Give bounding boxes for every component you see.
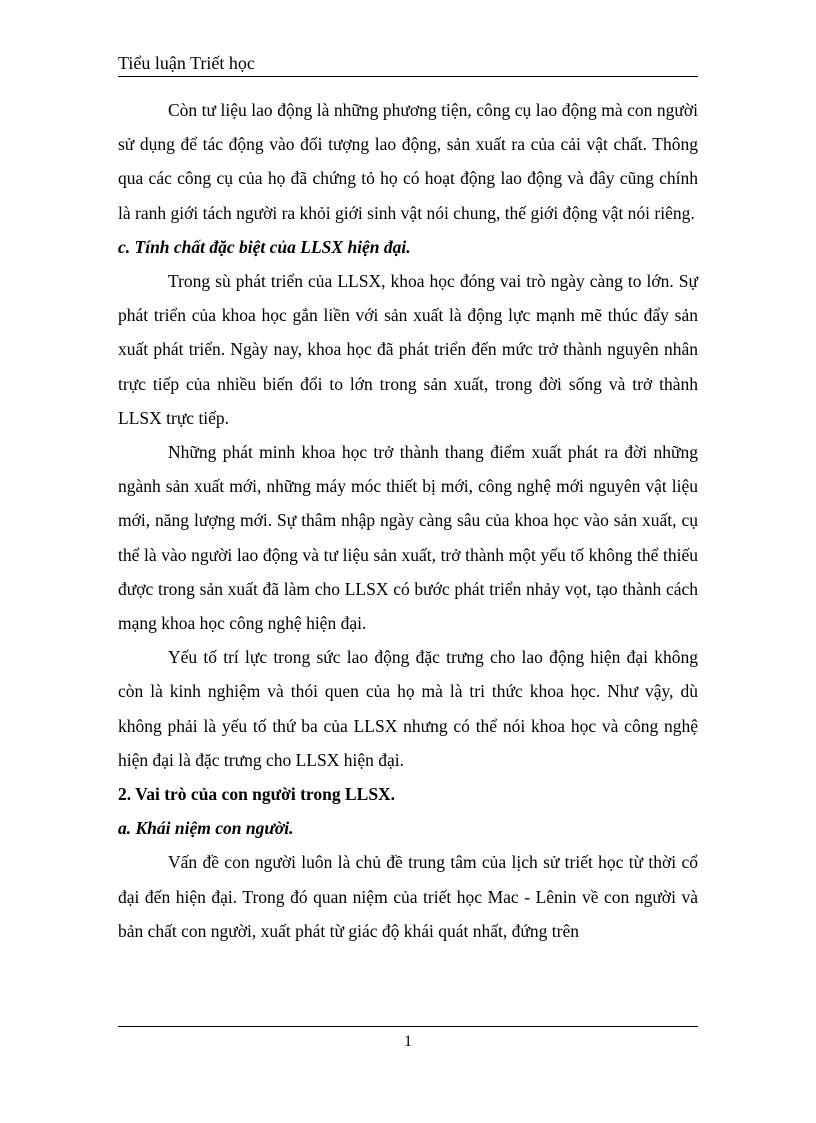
page-number: 1 (404, 1033, 412, 1050)
heading-role-of-humans: 2. Vai trò của con người trong LLSX. (118, 784, 396, 805)
heading-modern-productive-forces: c. Tính chất đặc biệt của LLSX hiện đại. (118, 236, 411, 257)
header-divider (118, 76, 698, 77)
document-body (118, 93, 698, 948)
footer-divider (118, 1026, 698, 1027)
heading-concept-of-human: a. Khái niệm con người. (118, 818, 294, 839)
paragraph-scientific-inventions: Những phát minh khoa học trở thành thang điểm xuất phát ra đời những ngành sản xuất mới, những máy móc thiết bị mới, công nghệ mới nguyên vật liệu mới, năng lượng mới. Sự thâm nhập ngày càng sâu của khoa học vào sản xuất, cụ thể là vào người lao động và tư liệu sản xuất, trở thành một yếu tố không thể thiếu được trong sản xuất đã làm cho LLSX có bước phát triển nhảy vọt, tạo thành cách mạng khoa học công nghệ hiện đại. (118, 442, 698, 634)
paragraph-intellectual-factor: Yếu tố trí lực trong sức lao động đặc trưng cho lao động hiện đại không còn là kinh nghiệm và thói quen của họ mà là tri thức khoa học. Như vậy, dù không phải là yếu tố thứ ba của LLSX nhưng có thể nói khoa học và công nghệ hiện đại là đặc trưng cho LLSX hiện đại. (118, 647, 698, 770)
paragraph-human-issue: Vấn đề con người luôn là chủ đề trung tâm của lịch sử triết học từ thời cổ đại đến hiện đại. Trong đó quan niệm của triết học Mac - Lênin về con người và bản chất con người, xuất phát từ giác độ khái quát nhất, đứng trên (118, 852, 698, 941)
paragraph-science-role: Trong sù phát triển của LLSX, khoa học đóng vai trò ngày càng to lớn. Sự phát triển của khoa học gắn liền với sản xuất là động lực mạnh mẽ thúc đẩy sản xuất phát triển. Ngày nay, khoa học đã phát triển đến mức trở thành nguyên nhân trực tiếp của nhiều biến đổi to lớn trong sản xuất, trong đời sống và trở thành LLSX trực tiếp. (118, 271, 698, 428)
page-header-title: Tiểu luận Triết học (118, 53, 255, 73)
paragraph-labor-tools: Còn tư liệu lao động là những phương tiện, công cụ lao động mà con người sử dụng để tác động vào đối tượng lao động, sản xuất ra của cải vật chất. Thông qua các công cụ của họ đã chứng tỏ họ có hoạt động lao động và đây cũng chính là ranh giới tách người ra khỏi giới sinh vật nói chung, thế giới động vật nói riêng. (118, 100, 698, 223)
